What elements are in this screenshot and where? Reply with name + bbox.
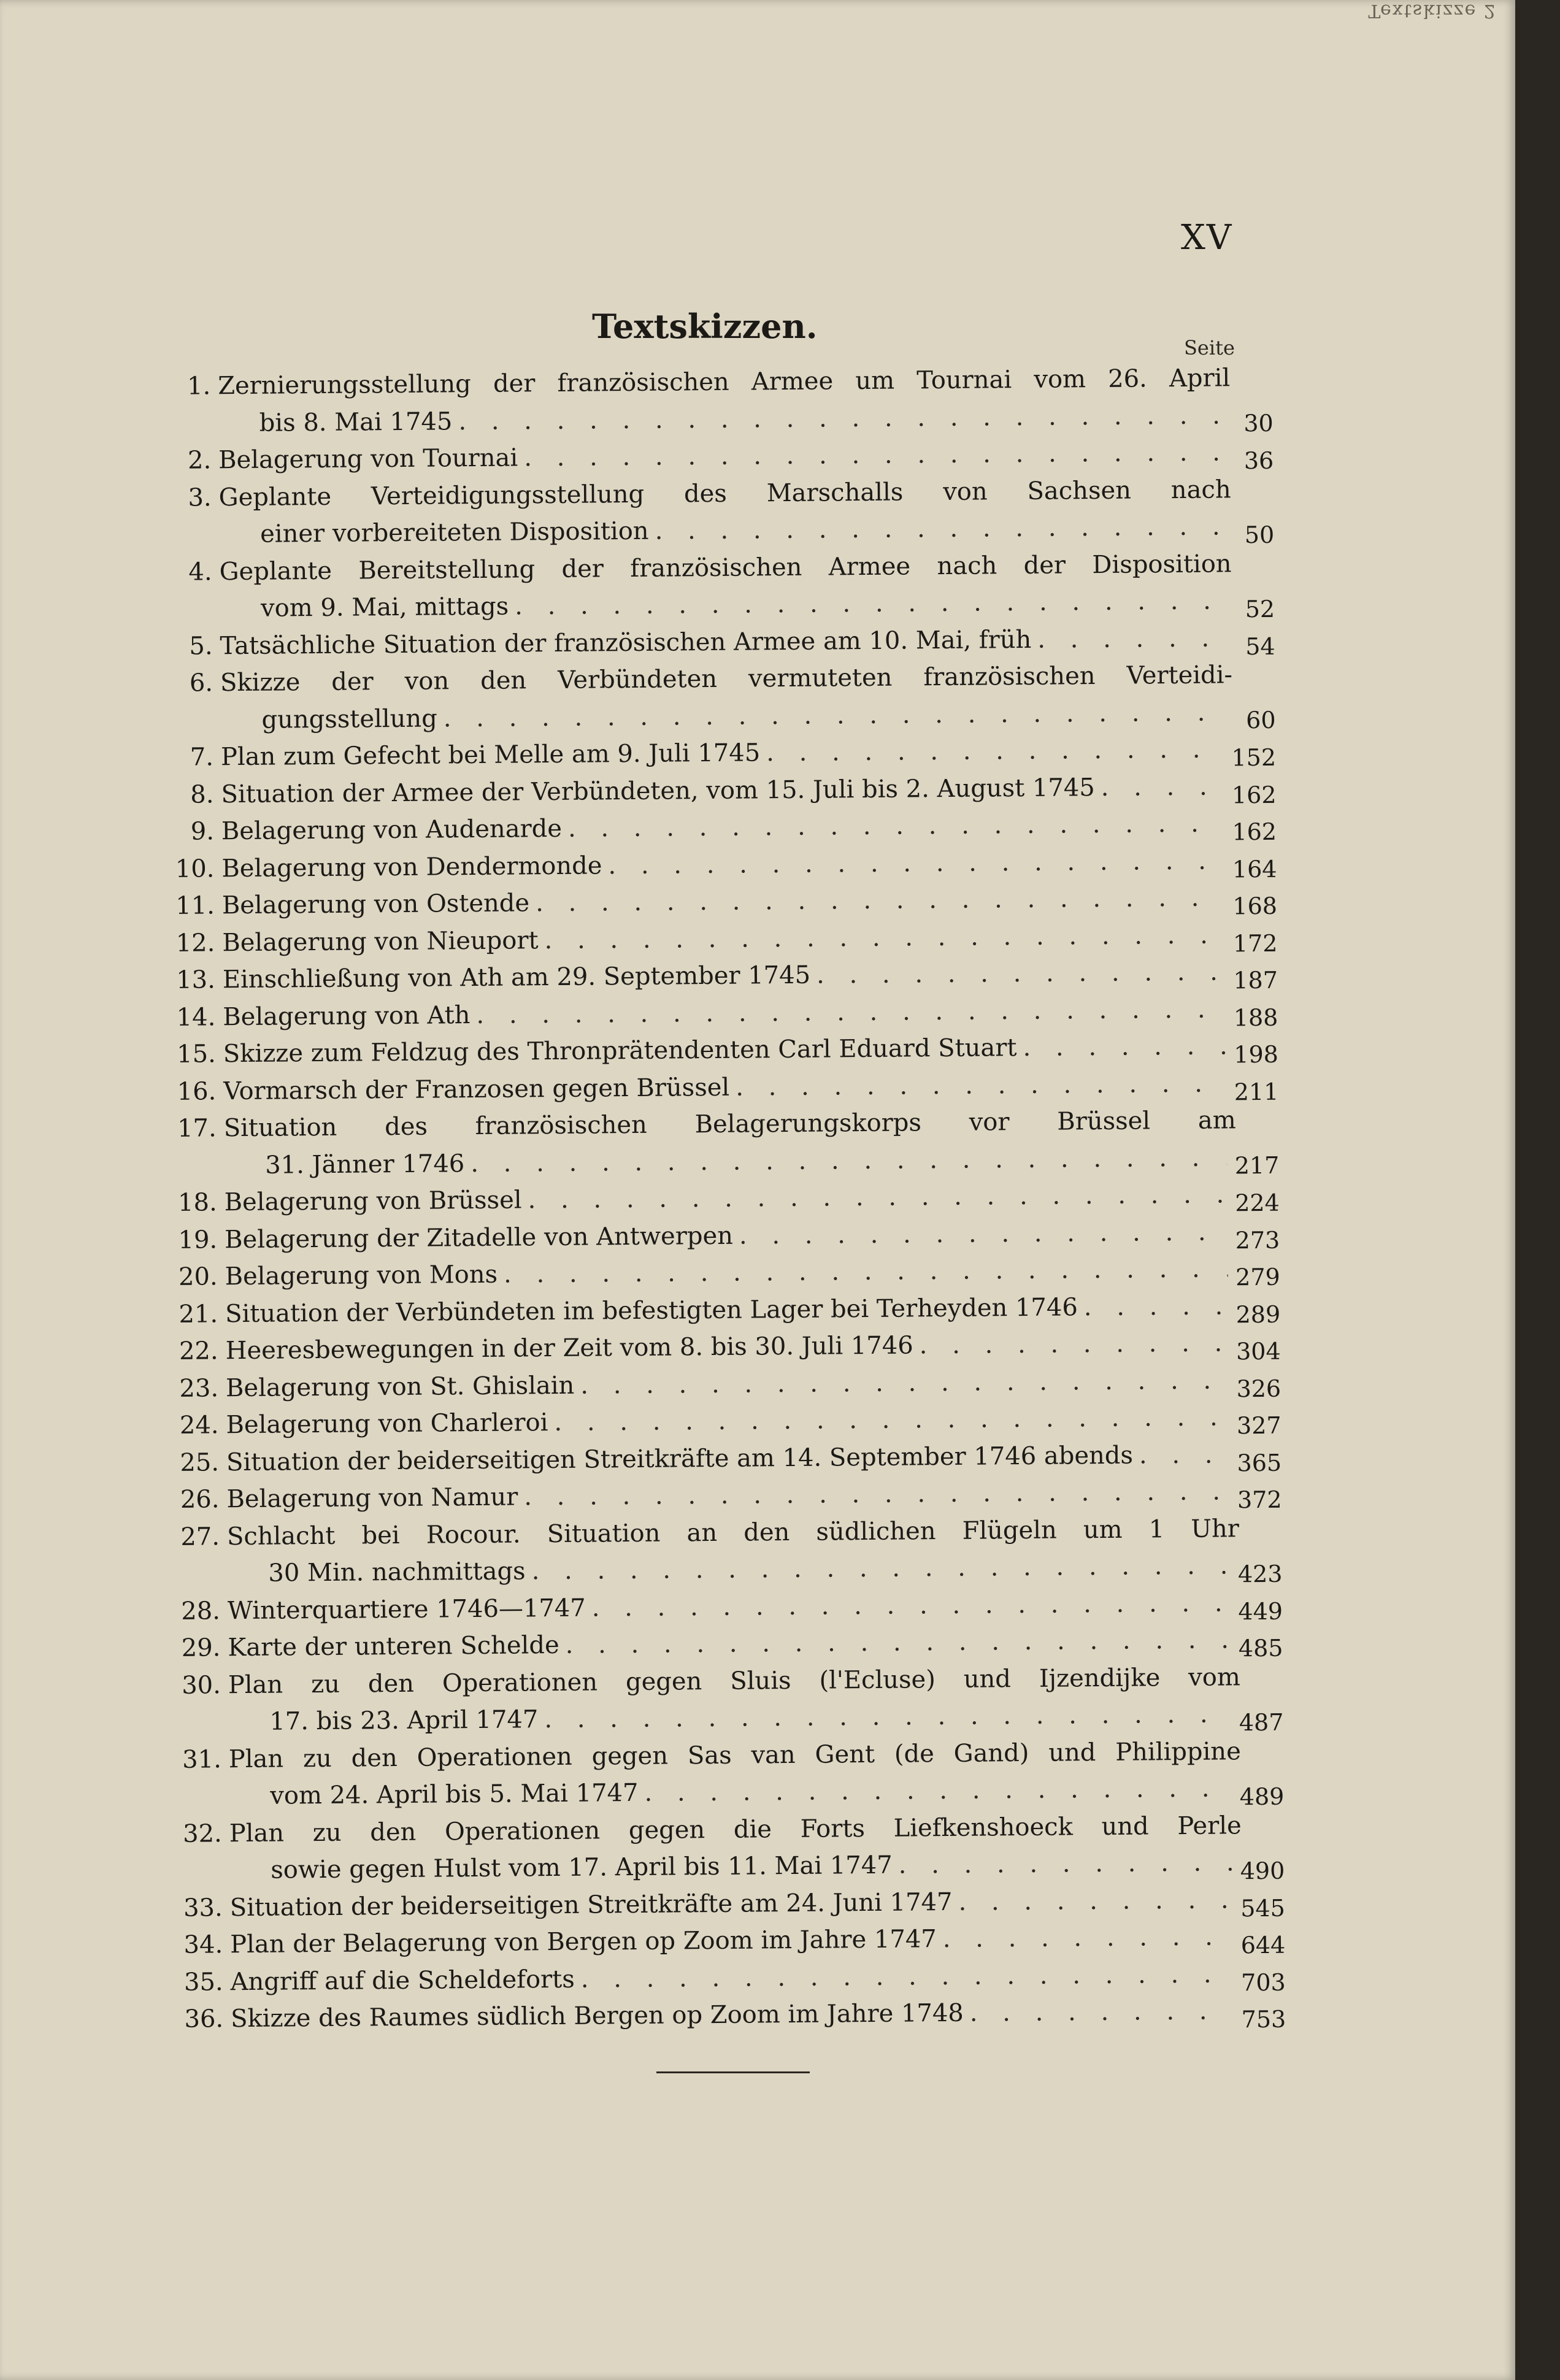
dot-leader bbox=[1139, 1436, 1230, 1474]
entry-number: 12. bbox=[175, 928, 215, 958]
toc-entry bbox=[165, 656, 1276, 739]
entry-number: 17. bbox=[177, 1114, 217, 1143]
entry-title: Situation der Verbündeten im befestigten Lager bei Terheyden 1746 bbox=[225, 1292, 1078, 1328]
dot-leader bbox=[919, 1324, 1228, 1364]
dot-leader bbox=[476, 991, 1226, 1034]
entry-title: 17. bis 23. April 1747 bbox=[269, 1705, 539, 1736]
entry-page-number: 327 bbox=[1236, 1411, 1281, 1440]
entry-number: 28. bbox=[181, 1596, 221, 1626]
dot-leader bbox=[970, 1992, 1234, 2032]
entry-number: 22. bbox=[179, 1337, 218, 1365]
entry-page-number: 188 bbox=[1233, 1004, 1278, 1031]
entry-page-number: 545 bbox=[1240, 1894, 1285, 1922]
entry-number: 11. bbox=[175, 891, 215, 920]
entry-number: 7. bbox=[190, 743, 214, 772]
entry-title: Belagerung von Dendermonde bbox=[221, 851, 602, 883]
entry-page-number: 753 bbox=[1241, 2005, 1286, 2033]
entry-title-line1: Geplante Bereitstellung der französischen Armee nach der Disposition bbox=[219, 549, 1232, 586]
entry-number: 9. bbox=[190, 817, 215, 846]
entry-title: Belagerung von Mons bbox=[225, 1260, 498, 1291]
dot-leader bbox=[471, 1139, 1227, 1182]
entry-title: Belagerung von Audenarde bbox=[221, 814, 563, 846]
entry-title: gungsstellung bbox=[261, 704, 437, 734]
entry-page-number: 449 bbox=[1238, 1597, 1283, 1625]
entry-number: 14. bbox=[176, 1002, 216, 1032]
entry-title: Situation der beiderseitigen Streitkräfte am 14. September 1746 abends bbox=[226, 1441, 1134, 1476]
entry-number: 1. bbox=[186, 372, 211, 401]
dot-leader bbox=[565, 1621, 1231, 1664]
dot-leader bbox=[524, 1473, 1230, 1516]
entry-number: 29. bbox=[181, 1633, 221, 1662]
entry-page-number: 326 bbox=[1236, 1375, 1281, 1402]
tab-label: Textskizze 2 bbox=[1368, 0, 1497, 21]
table-of-contents bbox=[163, 359, 1286, 2038]
dot-leader bbox=[1023, 1027, 1226, 1066]
entry-title: 30 Min. nachmittags bbox=[268, 1557, 526, 1587]
dot-leader bbox=[591, 1584, 1231, 1627]
entry-number: 5. bbox=[189, 631, 213, 661]
dot-leader bbox=[544, 916, 1225, 959]
entry-page-number: 30 bbox=[1243, 409, 1274, 437]
entry-title: Belagerung von Ostende bbox=[221, 889, 530, 920]
entry-title: Vormarsch der Franzosen gegen Brüssel bbox=[223, 1073, 730, 1105]
entry-page-number: 485 bbox=[1238, 1634, 1283, 1662]
toc-entry bbox=[174, 1732, 1285, 1815]
entry-title: vom 24. April bis 5. Mai 1747 bbox=[270, 1778, 639, 1810]
entry-page-number: 304 bbox=[1235, 1337, 1281, 1365]
dot-leader bbox=[817, 953, 1226, 994]
entry-page-number: 490 bbox=[1240, 1857, 1285, 1884]
toc-entry bbox=[163, 470, 1274, 553]
entry-page-number: 273 bbox=[1235, 1226, 1280, 1254]
entry-page-number: 489 bbox=[1239, 1783, 1285, 1810]
entry-number: 13. bbox=[176, 965, 216, 994]
entry-title: Einschließung von Ath am 29. September 1745 bbox=[222, 961, 811, 994]
entry-number: 15. bbox=[176, 1040, 216, 1069]
dot-leader bbox=[655, 508, 1222, 550]
entry-page-number: 198 bbox=[1234, 1040, 1279, 1069]
toc-entry bbox=[173, 1658, 1284, 1741]
entry-number: 23. bbox=[179, 1373, 219, 1403]
entry-title: Winterquartiere 1746—1747 bbox=[227, 1594, 586, 1625]
entry-title-line1: Plan zu den Operationen gegen die Forts Liefkenshoeck und Perle bbox=[229, 1811, 1242, 1848]
dot-leader bbox=[524, 434, 1221, 476]
entry-page-number: 162 bbox=[1232, 818, 1277, 846]
entry-title-line1: Skizze der von den Verbündeten vermuteten französischen Verteidi- bbox=[220, 661, 1233, 697]
toc-entry bbox=[169, 1102, 1280, 1184]
entry-page-number: 54 bbox=[1245, 632, 1275, 660]
entry-number: 19. bbox=[178, 1225, 218, 1254]
dot-leader bbox=[736, 1065, 1226, 1106]
entry-page-number: 52 bbox=[1245, 595, 1275, 623]
dot-leader bbox=[739, 1213, 1228, 1254]
entry-title: Belagerung von Ath bbox=[223, 1000, 471, 1031]
entry-title: Belagerung von St. Ghislain bbox=[225, 1371, 575, 1402]
entry-title-line1: Plan zu den Operationen gegen Sas van Gent (de Gand) und Philippine bbox=[228, 1737, 1241, 1773]
entry-number: 26. bbox=[180, 1485, 220, 1514]
entry-title: Plan zum Gefecht bei Melle am 9. Juli 1745 bbox=[220, 739, 761, 772]
toc-entry bbox=[174, 1806, 1285, 1889]
entry-title: Belagerung von Tournai bbox=[218, 443, 518, 475]
entry-title-line1: Situation des französischen Belagerungskorps vor Brüssel am bbox=[223, 1106, 1236, 1143]
entry-number: 2. bbox=[187, 446, 212, 475]
entry-page-number: 217 bbox=[1234, 1151, 1280, 1180]
entry-title: Tatsächliche Situation der französischen Armee am 10. Mai, früh bbox=[220, 625, 1032, 660]
entry-page-number: 60 bbox=[1246, 706, 1276, 734]
entry-page-number: 152 bbox=[1231, 743, 1277, 772]
entry-page-number: 279 bbox=[1235, 1263, 1280, 1291]
dot-leader bbox=[531, 1547, 1230, 1589]
dot-leader bbox=[580, 1362, 1229, 1404]
entry-page-number: 289 bbox=[1235, 1300, 1281, 1328]
dot-leader bbox=[568, 805, 1224, 847]
entry-number: 3. bbox=[188, 483, 212, 512]
dot-leader bbox=[581, 1956, 1234, 1998]
entry-title: Karte der unteren Schelde bbox=[228, 1630, 559, 1662]
entry-number: 35. bbox=[183, 1967, 223, 1997]
entry-title-line1: Geplante Verteidigungsstellung des Marschalls von Sachsen nach bbox=[218, 475, 1231, 512]
entry-number: 24. bbox=[179, 1411, 219, 1440]
entry-title: Belagerung der Zitadelle von Antwerpen bbox=[224, 1221, 734, 1254]
entry-number: 21. bbox=[179, 1299, 218, 1329]
entry-number: 16. bbox=[177, 1077, 217, 1106]
entry-title: sowie gegen Hulst vom 17. April bis 11. Mai 1747 bbox=[271, 1851, 893, 1884]
dot-leader bbox=[608, 842, 1224, 884]
entry-page-number: 50 bbox=[1244, 521, 1275, 548]
bottom-rule bbox=[656, 2071, 810, 2073]
entry-title: Angriff auf die Scheldeforts bbox=[230, 1965, 575, 1996]
entry-number: 4. bbox=[188, 557, 212, 586]
entry-title: Belagerung von Nieuport bbox=[222, 926, 539, 957]
entry-page-number: 36 bbox=[1243, 447, 1274, 475]
entry-number: 10. bbox=[175, 854, 215, 883]
entry-page-number: 372 bbox=[1237, 1486, 1282, 1514]
entry-page-number: 162 bbox=[1231, 781, 1277, 808]
entry-number: 36. bbox=[184, 2005, 224, 2033]
entry-title: Plan der Belagerung von Bergen op Zoom im Jahre 1747 bbox=[230, 1925, 937, 1959]
entry-title-line bbox=[231, 1992, 1240, 2037]
dot-leader bbox=[644, 1770, 1232, 1811]
toc-entry bbox=[172, 1510, 1283, 1592]
dot-leader bbox=[1084, 1288, 1229, 1326]
dot-leader bbox=[898, 1844, 1232, 1884]
entry-number: 32. bbox=[182, 1819, 222, 1848]
entry-title: einer vorbereiteten Disposition bbox=[259, 516, 649, 548]
dot-leader bbox=[1037, 620, 1223, 658]
entry-title: 31. Jänner 1746 bbox=[265, 1149, 465, 1180]
entry-page-number: 423 bbox=[1237, 1560, 1283, 1587]
dot-leader bbox=[528, 1176, 1228, 1218]
entry-title: Skizze zum Feldzug des Thronprätendenten Carl Eduard Stuart bbox=[223, 1034, 1017, 1069]
entry-title-line1: Plan zu den Operationen gegen Sluis (l'Ecluse) und Ijzendijke vom bbox=[228, 1662, 1240, 1699]
dot-leader bbox=[536, 879, 1225, 921]
dot-leader bbox=[943, 1918, 1234, 1957]
entry-title: Situation der Armee der Verbündeten, vom 15. Juli bis 2. August 1745 bbox=[221, 773, 1095, 808]
dot-leader bbox=[504, 1250, 1228, 1293]
entry-number: 8. bbox=[190, 780, 214, 809]
entry-number: 6. bbox=[189, 669, 213, 697]
entry-number: 33. bbox=[183, 1893, 223, 1922]
entry-page-number: 644 bbox=[1240, 1931, 1286, 1959]
entry-number: 31. bbox=[182, 1745, 221, 1774]
dot-leader bbox=[444, 694, 1224, 737]
entry-page-number: 365 bbox=[1237, 1449, 1282, 1476]
entry-number: 27. bbox=[180, 1522, 220, 1551]
entry-title-line1: Schlacht bei Rocour. Situation an den südlichen Flügeln um 1 Uhr bbox=[226, 1514, 1240, 1551]
entry-title: Belagerung von Brüssel bbox=[224, 1186, 522, 1217]
dot-leader bbox=[515, 582, 1223, 625]
entry-page-number: 164 bbox=[1232, 855, 1277, 883]
page-number: XV bbox=[1181, 218, 1233, 258]
entry-title: Belagerung von Charleroi bbox=[226, 1408, 548, 1440]
toc-entry bbox=[163, 359, 1274, 442]
toc-entry bbox=[164, 545, 1275, 628]
dot-leader bbox=[958, 1881, 1233, 1921]
entry-number: 18. bbox=[177, 1188, 217, 1217]
entry-page-number: 487 bbox=[1239, 1708, 1284, 1736]
entry-title-line1: Zernierungsstellung der französischen Armee um Tournai vom 26. April bbox=[218, 364, 1231, 401]
entry-number: 25. bbox=[180, 1448, 220, 1477]
entry-title: Skizze des Raumes südlich Bergen op Zoom im Jahre 1748 bbox=[230, 1998, 964, 2033]
dot-leader bbox=[1101, 768, 1224, 806]
entry-page-number: 187 bbox=[1233, 966, 1278, 994]
entry-page-number: 168 bbox=[1232, 892, 1278, 920]
entry-page-number: 211 bbox=[1234, 1078, 1279, 1105]
entry-title: Belagerung von Namur bbox=[226, 1483, 518, 1514]
entry-number: 34. bbox=[183, 1930, 223, 1959]
dot-leader bbox=[544, 1695, 1231, 1738]
entry-page-number: 172 bbox=[1232, 929, 1278, 957]
entry-number: 20. bbox=[178, 1262, 218, 1291]
toc-entry bbox=[175, 1992, 1286, 2038]
entry-number: 30. bbox=[182, 1670, 221, 1700]
entry-title: bis 8. Mai 1745 bbox=[259, 407, 453, 437]
page-column-header: Seite bbox=[1184, 336, 1235, 359]
dot-leader bbox=[554, 1399, 1229, 1441]
entry-title: Situation der beiderseitigen Streitkräfte am 24. Juni 1747 bbox=[229, 1887, 953, 1922]
entry-title: vom 9. Mai, mittags bbox=[260, 592, 509, 623]
section-title: Textskizzen. bbox=[592, 307, 818, 346]
entry-page-number: 703 bbox=[1241, 1968, 1286, 1996]
entry-title: Heeresbewegungen in der Zeit vom 8. bis 30. Juli 1746 bbox=[225, 1331, 913, 1365]
dot-leader bbox=[766, 731, 1224, 771]
dot-leader bbox=[458, 397, 1221, 440]
entry-page-number: 224 bbox=[1235, 1189, 1280, 1217]
